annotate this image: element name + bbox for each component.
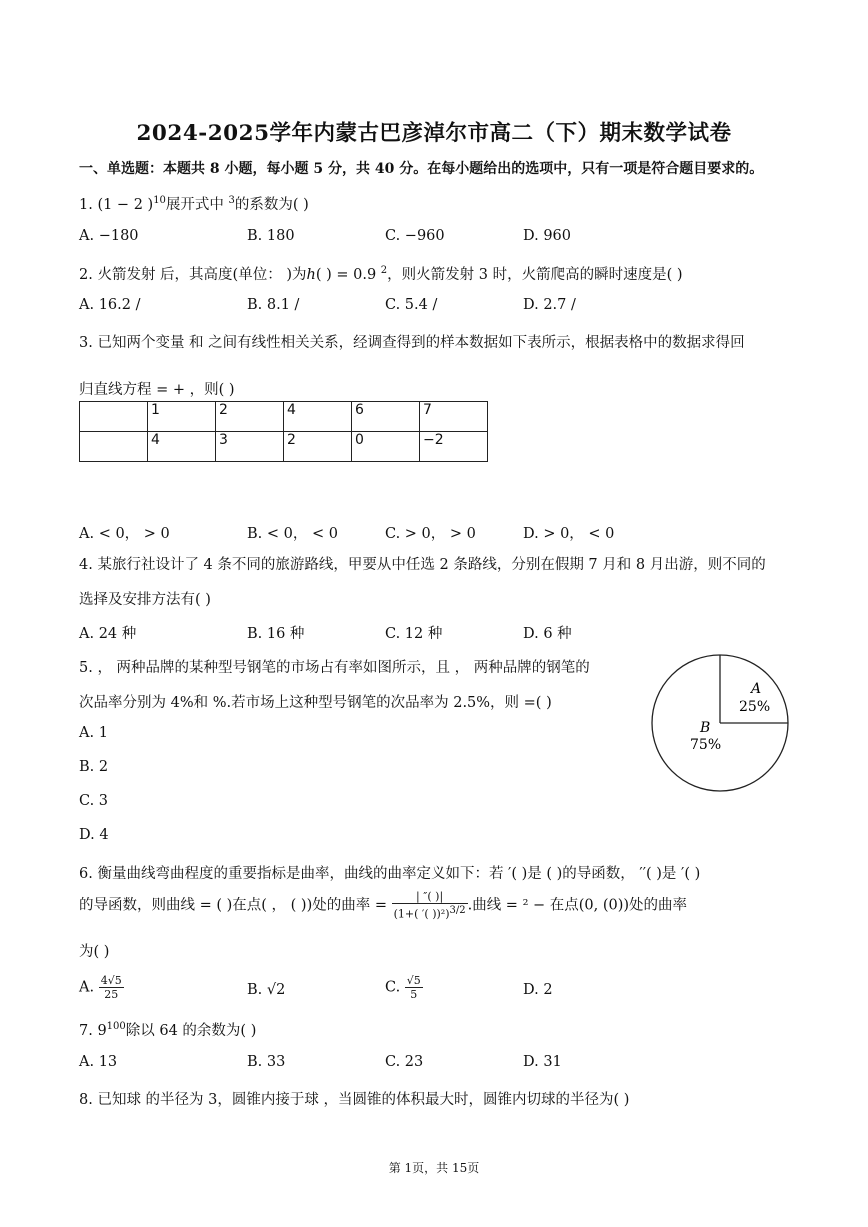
q7-option-d: D. 31 bbox=[523, 1054, 562, 1070]
q4-option-b: B. 16 种 bbox=[247, 626, 305, 642]
q4-option-d: D. 6 种 bbox=[523, 626, 572, 642]
question-7-stem bbox=[79, 1019, 256, 1040]
table-cell: 7 bbox=[420, 402, 488, 432]
formula-denominator bbox=[392, 904, 468, 921]
option-value: √2 bbox=[266, 982, 286, 998]
curvature-formula bbox=[392, 890, 468, 921]
data-table bbox=[79, 401, 488, 462]
pie-slice-b-percent: 75% bbox=[690, 737, 722, 753]
q4-option-c: C. 12 种 bbox=[385, 626, 443, 642]
q1-stem-part: 1. (1 − 2 ) bbox=[79, 197, 154, 213]
question-1-stem bbox=[79, 193, 309, 214]
pie-slice-b-label: B bbox=[700, 720, 711, 736]
q6-stem-part: 的导函数，则曲线 = ( )在点( ， ( ))处的曲率 = bbox=[79, 897, 388, 914]
q1-option-d: D. 960 bbox=[523, 228, 572, 244]
question-6-stem-line1: 6. 衡量曲线弯曲程度的重要指标是曲率，曲线的曲率定义如下：若 ′( )是 ( )的导函数， ′′( )是 ′( ) bbox=[79, 866, 701, 882]
table-cell: 1 bbox=[148, 402, 216, 432]
page-footer: 第 1页，共 15页 bbox=[388, 1161, 480, 1175]
q4-option-a: A. 24 种 bbox=[79, 626, 137, 642]
option-prefix: A. bbox=[79, 979, 95, 996]
q7-exponent: 100 bbox=[106, 1021, 126, 1033]
q6-option-a bbox=[79, 974, 124, 1001]
q2-option-d: D. 2.7 / bbox=[523, 297, 576, 313]
table-cell: 3 bbox=[216, 432, 284, 462]
table-cell: 4 bbox=[148, 432, 216, 462]
fraction-denominator: 5 bbox=[410, 988, 418, 1001]
table-row bbox=[80, 432, 488, 462]
q2-stem-part: ，则火箭发射 3 时，火箭爬高的瞬时速度是( ) bbox=[387, 267, 683, 283]
formula-denominator-base: (1+( ′( ))²) bbox=[393, 907, 450, 921]
question-4-stem-line2: 选择及安排方法有( ) bbox=[79, 592, 211, 608]
q1-option-a: A. −180 bbox=[79, 228, 139, 244]
q7-stem-part: 除以 64 的余数为( ) bbox=[125, 1023, 257, 1039]
q5-option-d: D. 4 bbox=[79, 827, 109, 843]
option-fraction bbox=[99, 974, 124, 1001]
formula-numerator: | ″( )| bbox=[392, 890, 468, 904]
option-prefix: B. bbox=[247, 982, 263, 998]
table-cell bbox=[80, 402, 148, 432]
q3-option-d: D. > 0， < 0 bbox=[523, 526, 615, 542]
q2-option-a: A. 16.2 / bbox=[79, 297, 141, 313]
q3-option-c: C. > 0， > 0 bbox=[385, 526, 476, 542]
table-cell: 2 bbox=[284, 432, 352, 462]
table-cell: 4 bbox=[284, 402, 352, 432]
question-5-stem-line2: 次品率分别为 4%和 %.若市场上这种型号钢笔的次品率为 2.5%，则 =( ) bbox=[79, 695, 552, 711]
q1-stem-part: 展开式中 bbox=[165, 197, 229, 213]
fraction-numerator: 4√5 bbox=[100, 974, 122, 987]
q1-stem-part: 的系数为( ) bbox=[234, 197, 309, 213]
fraction-numerator: √5 bbox=[406, 974, 421, 987]
pie-slice-a-percent: 25% bbox=[739, 699, 771, 715]
q2-stem-part: 2. 火箭发射 后，其高度(单位： )为ℎ( ) = 0.9 bbox=[79, 267, 381, 283]
q5-option-a: A. 1 bbox=[79, 725, 108, 741]
question-5-stem-line1: 5. ， 两种品牌的某种型号钢笔的市场占有率如图所示，且 ， 两种品牌的钢笔的 bbox=[79, 660, 590, 676]
fraction-denominator: 25 bbox=[104, 988, 119, 1001]
q1-option-c: C. −960 bbox=[385, 228, 445, 244]
q6-option-b bbox=[247, 982, 285, 998]
table-cell: 0 bbox=[352, 432, 420, 462]
table-cell: −2 bbox=[420, 432, 488, 462]
market-share-pie bbox=[648, 652, 796, 796]
q2-option-b: B. 8.1 / bbox=[247, 297, 300, 313]
table-cell: 2 bbox=[216, 402, 284, 432]
page-title: 2024-2025学年内蒙古巴彦淖尔市高二（下）期末数学试卷 bbox=[136, 121, 732, 146]
q5-option-c: C. 3 bbox=[79, 793, 109, 809]
q1-option-b: B. 180 bbox=[247, 228, 295, 244]
question-3-stem-line1: 3. 已知两个变量 和 之间有线性相关关系，经调查得到的样本数据如下表所示，根据表格中的数据求得回 bbox=[79, 335, 745, 351]
q1-exponent: 10 bbox=[153, 195, 166, 207]
q2-exponent: 2 bbox=[380, 265, 388, 277]
option-value: 2 bbox=[543, 982, 553, 998]
question-6-stem-line3: 为( ) bbox=[79, 944, 110, 960]
formula-exponent: 3/2 bbox=[449, 905, 466, 916]
question-3-stem-line2: 归直线方程 = + ，则( ) bbox=[79, 382, 235, 398]
q7-option-a: A. 13 bbox=[79, 1054, 118, 1070]
option-fraction bbox=[405, 974, 423, 1001]
option-prefix: D. bbox=[523, 982, 539, 998]
q5-option-b: B. 2 bbox=[79, 759, 109, 775]
q3-option-a: A. < 0， > 0 bbox=[79, 526, 170, 542]
q2-option-c: C. 5.4 / bbox=[385, 297, 438, 313]
q7-stem-part: 7. 9 bbox=[79, 1023, 107, 1039]
option-prefix: C. bbox=[385, 979, 401, 996]
section-heading: 一、单选题：本题共 8 小题，每小题 5 分，共 40 分。在每小题给出的选项中，只有一项是符合题目要求的。 bbox=[79, 161, 764, 177]
table-row bbox=[80, 402, 488, 432]
q6-option-c bbox=[385, 974, 423, 1001]
table-cell: 6 bbox=[352, 402, 420, 432]
table-cell bbox=[80, 432, 148, 462]
pie-slice-a-label: A bbox=[751, 681, 762, 697]
question-6-stem-line2 bbox=[79, 890, 687, 921]
q7-option-b: B. 33 bbox=[247, 1054, 286, 1070]
question-2-stem bbox=[79, 263, 683, 284]
question-8-stem: 8. 已知球 的半径为 3，圆锥内接于球 ，当圆锥的体积最大时，圆锥内切球的半径为( ) bbox=[79, 1092, 630, 1108]
q1-exponent: 3 bbox=[228, 195, 235, 207]
question-4-stem-line1: 4. 某旅行社设计了 4 条不同的旅游路线，甲要从中任选 2 条路线，分别在假期 7 月和 8 月出游，则不同的 bbox=[79, 557, 766, 573]
q7-option-c: C. 23 bbox=[385, 1054, 424, 1070]
q3-option-b: B. < 0， < 0 bbox=[247, 526, 338, 542]
q6-stem-part: .曲线 = ² − 在点(0, (0))处的曲率 bbox=[467, 897, 688, 914]
q6-option-d bbox=[523, 982, 553, 998]
